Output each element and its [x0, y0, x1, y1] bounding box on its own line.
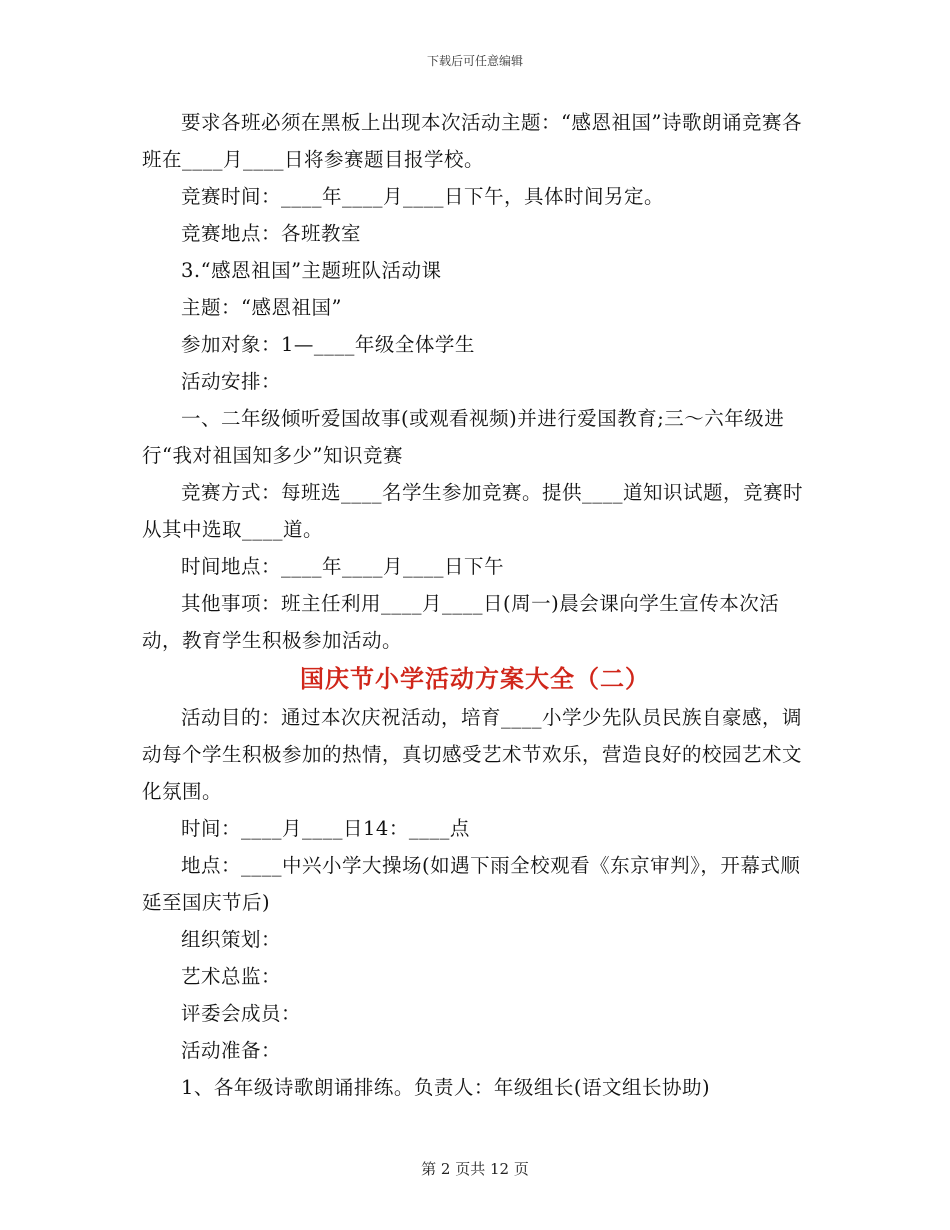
document-body	[142, 104, 808, 1106]
paragraph: 参加对象：1—____年级全体学生	[181, 333, 475, 356]
paragraph: 主题：“感恩祖国”	[181, 296, 342, 319]
paragraph: 时间：____月____日14：____点	[181, 817, 470, 840]
paragraph: 地点：____中兴小学大操场(如遇下雨全校观看《东京审判》，开幕式顺延至国庆节后)	[142, 854, 801, 914]
paragraph: 评委会成员：	[181, 1002, 302, 1025]
paragraph: 竞赛方式：每班选____名学生参加竞赛。提供____道知识试题，竞赛时从其中选取____道。	[142, 481, 804, 541]
paragraph: 一、二年级倾听爱国故事(或观看视频)并进行爱国教育;三～六年级进行“我对祖国知多少”知识竞赛	[142, 407, 785, 467]
paragraph: 竞赛地点：各班教室	[181, 222, 362, 245]
paragraph: 组织策划：	[181, 928, 282, 951]
paragraph: 要求各班必须在黑板上出现本次活动主题：“感恩祖国”诗歌朗诵竞赛各班在____月____日将参赛题目报学校。	[142, 111, 802, 171]
paragraph: 艺术总监：	[181, 965, 282, 988]
page-header: 下载后可任意编辑	[426, 54, 523, 68]
paragraph: 竞赛时间：____年____月____日下午，具体时间另定。	[181, 185, 665, 208]
paragraph: 3.“感恩祖国”主题班队活动课	[181, 259, 442, 282]
page-footer: 第 2 页共 12 页	[421, 1160, 529, 1178]
paragraph: 其他事项：班主任利用____月____日(周一)晨会课向学生宣传本次活动，教育学生积极参加活动。	[142, 592, 780, 652]
section-title: 国庆节小学活动方案大全（二）	[300, 665, 650, 693]
paragraph: 活动安排：	[181, 370, 282, 393]
paragraph: 活动准备：	[181, 1039, 282, 1062]
paragraph: 活动目的：通过本次庆祝活动，培育____小学少先队员民族自豪感，调动每个学生积极参加的热情，真切感受艺术节欢乐，营造良好的校园艺术文化氛围。	[142, 706, 803, 803]
paragraph: 1、各年级诗歌朗诵排练。负责人：年级组长(语文组长协助)	[181, 1076, 711, 1099]
paragraph: 时间地点：____年____月____日下午	[181, 555, 505, 578]
